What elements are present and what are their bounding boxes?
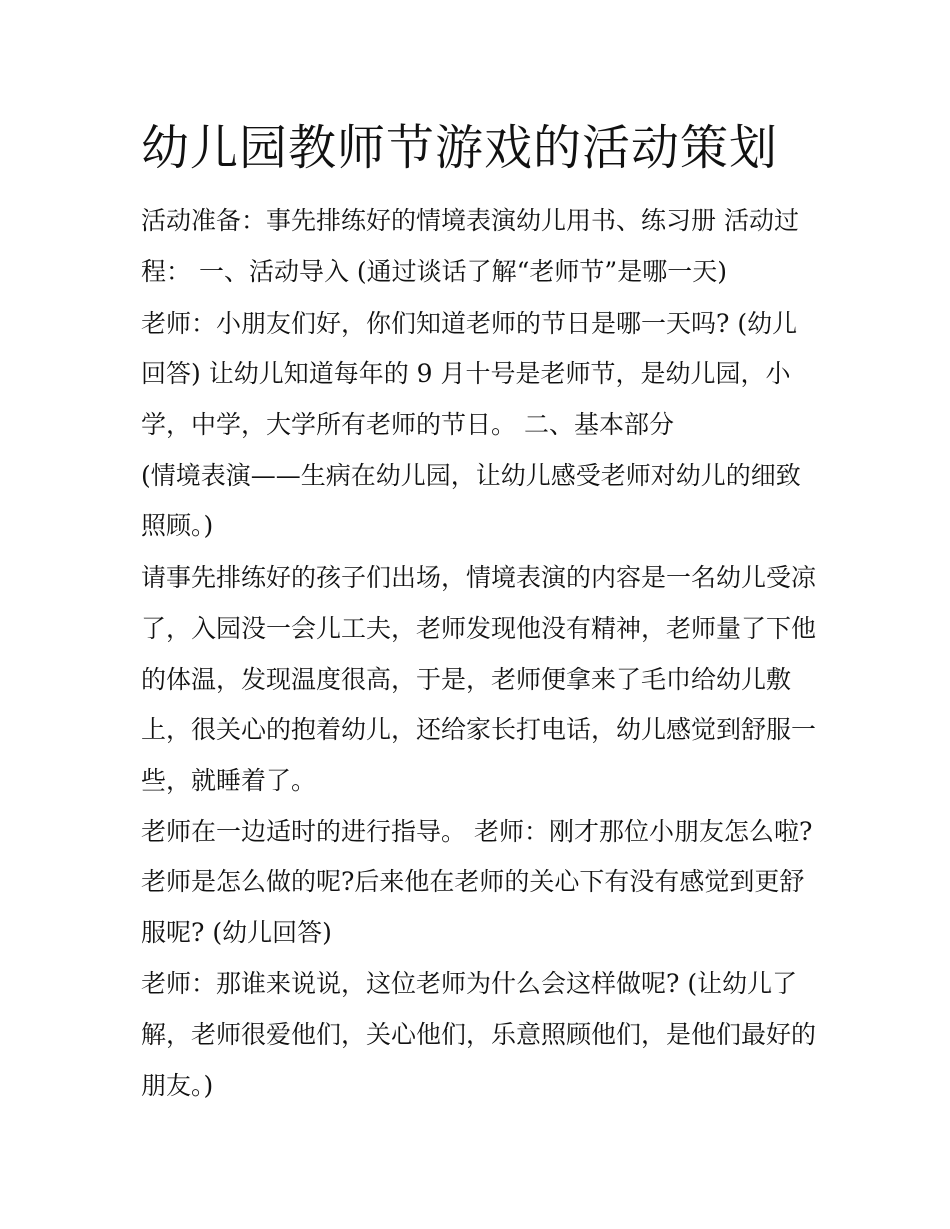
body-line-16: 老师：那谁来说说，这位老师为什么会这样做呢? (让幼儿了 xyxy=(141,969,798,998)
body-line-14: 老师是怎么做的呢?后来他在老师的关心下有没有感觉到更舒 xyxy=(141,867,805,896)
body-line-3: 老师：小朋友们好，你们知道老师的节日是哪一天吗? (幼儿 xyxy=(141,309,798,338)
body-line-7: 照顾。) xyxy=(141,511,214,540)
body-line-13: 老师在一边适时的进行指导。 老师：刚才那位小朋友怎么啦? xyxy=(141,817,813,846)
body-line-8: 请事先排练好的孩子们出场，情境表演的内容是一名幼儿受凉 xyxy=(141,563,817,592)
body-line-18: 朋友。) xyxy=(141,1071,214,1100)
body-line-4: 回答) 让幼儿知道每年的 9 月十号是老师节，是幼儿园，小 xyxy=(141,359,791,388)
body-line-11: 上，很关心的抱着幼儿，还给家长打电话，幼儿感觉到舒服一 xyxy=(141,715,817,744)
page-title: 幼儿园教师节游戏的活动策划 xyxy=(141,120,779,176)
body-line-17: 解，老师很爱他们，关心他们，乐意照顾他们，是他们最好的 xyxy=(141,1020,817,1049)
body-line-2: 程： 一、活动导入 (通过谈话了解“老师节”是哪一天) xyxy=(141,257,727,286)
body-line-12: 些，就睡着了。 xyxy=(141,766,317,795)
body-line-10: 的体温，发现温度很高，于是，老师便拿来了毛巾给幼儿敷 xyxy=(141,665,792,694)
body-line-9: 了，入园没一会儿工夫，老师发现他没有精神，老师量了下他 xyxy=(141,614,817,643)
body-line-1: 活动准备：事先排练好的情境表演幼儿用书、练习册 活动过 xyxy=(141,206,799,235)
body-line-6: (情境表演——生病在幼儿园，让幼儿感受老师对幼儿的细致 xyxy=(141,461,801,490)
body-line-15: 服呢? (幼儿回答) xyxy=(141,918,332,947)
body-line-5: 学，中学，大学所有老师的节日。 二、基本部分 xyxy=(141,410,674,439)
